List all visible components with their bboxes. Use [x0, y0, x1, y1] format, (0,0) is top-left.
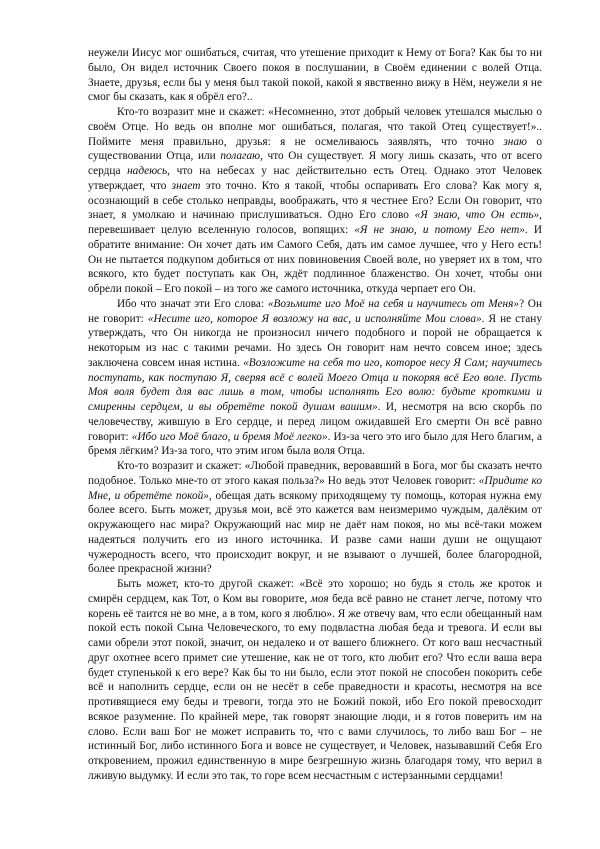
text-run: ? Он не говорит:: [88, 297, 543, 325]
italic-text-run: полагаю: [220, 150, 261, 163]
text-run: Ибо что значат эти Его слова:: [117, 297, 268, 310]
italic-text-run: моя: [310, 592, 329, 605]
text-run: это точно. Кто я такой, чтобы оспаривать Его слова? Как могу я, осознающий в себе столько неправды, воображать, что я честнее Его? Если Он говорит, что знает, я умолкаю и начинаю прислушиваться. Одно Его слово: [88, 179, 542, 222]
paragraph: [88, 577, 542, 784]
italic-text-run: знает: [171, 179, 201, 192]
italic-text-run: знаю: [503, 135, 527, 148]
text-run: . И, несмотря на всю скорбь по человечеству, жившую в Его сердце, и перед лицом ожидавшей Его смерти Он всё равно говорит:: [88, 401, 542, 443]
italic-text-run: «Я не знаю, и потому Его нет»: [354, 224, 525, 236]
text-run: Кто-то возразит мне и скажет: «Несомненно, этот добрый человек утешался мыслью о своём Отце. Но ведь он вполне мог ошибаться, полагая, что такой Отец существует!».. Поймите меня правильно, друзья: я не осмеливаюсь заявлять, что точно: [88, 106, 542, 148]
text-run: неужели Иисус мог ошибаться, считая, что утешение приходит к Нему от Бога? Как бы то ни было, Он видел источник Своего покоя в послушании, в Своём единении с волей Отца. Знаете, друзья, если бы у меня был такой покой, какой я явственно вижу в Нём, неужели я не смог бы сказать, как я обрёл его?..: [88, 47, 542, 104]
text-run: о существовании Отца, или: [88, 135, 542, 163]
text-run: . Я не стану утверждать, что Он никогда не произносил ничего подобного и порой не обращается к некоторым из нас с такими речами. Но здесь Он говорит нам нечто совсем иное; здесь заключена совсем иная истина.: [88, 312, 542, 369]
italic-text-run: надеюсь: [127, 165, 168, 177]
paragraph: [88, 297, 542, 459]
text-body: [88, 46, 542, 784]
italic-text-run: «Возьмите иго Моё на себя и научитесь от Меня»: [267, 297, 520, 310]
text-run: , что Он существует. Я могу лишь сказать, что от всего сердца: [88, 150, 542, 177]
text-run: , обещая дать всякому приходящему ту помощь, которая нужна ему более всего. Быть может, друзья мои, всё это кажется вам неизмеримо чуждым, далёким от окружающего нас мира? Окружающий нас мир не даёт нам покоя, но мы всё-таки можем надеяться получить его из иного источника. И разве сами наши души не ощущают чужеродность всего, что происходит вокруг, и не взывают о лучшей, более благородной, более прекрасной жизни?: [88, 489, 542, 576]
text-run: Кто-то возразит и скажет: «Любой праведник, веровавший в Бога, мог бы сказать нечто подобное. Только мне-то от этого какая польза?» Но ведь этот Человек говорит:: [88, 460, 542, 487]
text-run: , что на небесах у нас действительно есть Отец. Однако этот Человек утверждает, что: [88, 165, 542, 192]
italic-text-run: «Ибо иго Моё благо, и бремя Моё легко»: [131, 430, 328, 443]
paragraph: [88, 459, 542, 577]
italic-text-run: «Я знаю, что Он есть»: [414, 209, 540, 222]
text-run: , перевешивает целую вселенную голосов, вопящих:: [88, 209, 542, 236]
text-run: . И обратите внимание: Он хочет дать им Самого Себя, дать им самое лучшее, что у Него есть! Он не пытается подкупом добиться от них повиновения Своей воле, но уверяет их в том, что всякого, кто будет поступать как Он, ждёт подлинное блаженство. Он хочет, чтобы они обрели покой – Его покой – из того же самого источника, откуда черпает его Он.: [88, 224, 542, 295]
paragraph: [88, 46, 542, 105]
italic-text-run: «Возложите на себя то иго, которое несу Я Сам; научитесь поступать, как поступаю Я, сверяя всё с волей Моего Отца и покоряя всё Его воле. Пусть Моя воля будет для вас лишь в том, чтобы исполнять Его волю: будьте кроткими и смиренны сердцем, и вы обретёте покой душам вашим»: [88, 356, 542, 413]
paragraph: [88, 105, 542, 297]
italic-text-run: «Придите ко Мне, и обретёте покой»: [88, 474, 543, 502]
italic-text-run: «Несите иго, которое Я возложу на вас, и исполняйте Мои слова»: [147, 312, 482, 325]
text-run: . Из-за чего это иго было для Него благим, а бремя лёгким? Из-за того, что этим игом была воля Отца.: [88, 430, 543, 458]
text-run: Быть может, кто-то другой скажет: «Всё это хорошо; но будь я столь же кроток и смирён сердцем, как Тот, о Ком вы говорите,: [88, 578, 542, 605]
text-run: беда всё равно не станет легче, потому что корень её таится не во мне, а в том, кого я люблю». Я же отвечу вам, что если обещанный нам покой есть покой Сына Человеческого, то ему подвластна любая беда и тревога. И если вы сами обрели этот покой, значит, он недалеко и от вашего ближнего. От кого ваш несчастный друг охотнее всего примет сие утешение, как не от того, кто любит его? Что если ваша вера будет ступенькой к его вере? Как бы то ни было, если этот покой не способен покорить себе всё и наполнить сердце, если он не несёт в себе праведности и красоты, несмотря на все противящиеся ему беды и тревоги, тогда это не Божий покой, ибо Его покой превосходит всякое разумение. По крайней мере, так говорят знающие люди, и я готов поверить им на слово. Если ваш Бог не может исправить то, что с вами случилось, то либо ваш Бог – не истинный Бог, либо истинного Бога и вовсе не существует, и Человек, называвший Себя Его откровением, прожил единственную в мире безгрешную жизнь благодаря тому, что верил в лживую выдумку. И если это так, то горе всем несчастным с истерзанными сердцами!: [88, 592, 542, 782]
